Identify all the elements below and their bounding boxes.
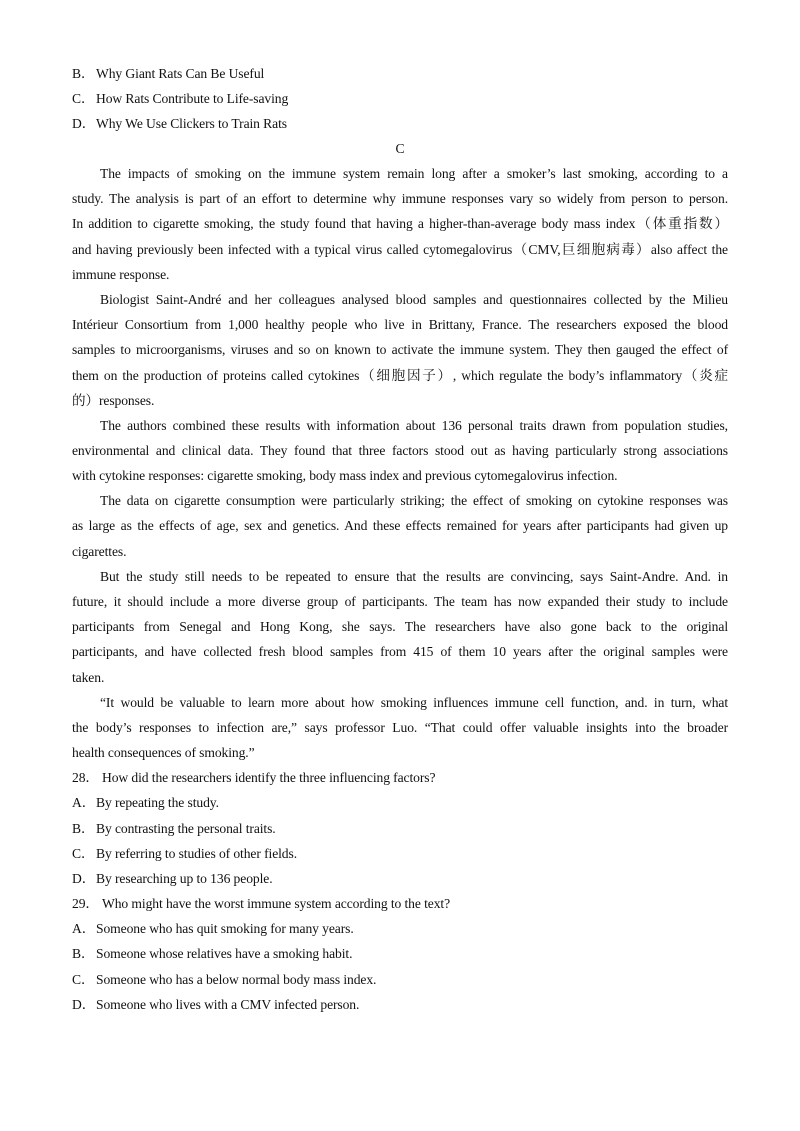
passage-line: Intérieur Consortium from 1,000 healthy people who live in Brittany, France. The researchers exposed the blood xyxy=(72,317,728,332)
question-29-option-a[interactable]: A．Someone who has quit smoking for many years. xyxy=(72,921,354,936)
prev-option-c: C． How Rats Contribute to Life-saving xyxy=(72,91,289,106)
passage-line: In addition to cigarette smoking, the study found that having a higher-than-average body mass index（体重指数） xyxy=(72,216,728,231)
passage-line: cigarettes. xyxy=(72,544,127,559)
prev-option-d: D．Why We Use Clickers to Train Rats xyxy=(72,116,287,131)
passage-line: health consequences of smoking.” xyxy=(72,745,255,760)
passage-line: them on the production of proteins called cytokines（细胞因子）, which regulate the body’s inflammatory（炎症 xyxy=(72,368,728,383)
question-28-stem: 28． How did the researchers identify the three influencing factors? xyxy=(72,770,436,785)
passage-line: The impacts of smoking on the immune system remain long after a smoker’s last smoking, according to a xyxy=(100,166,728,181)
passage-line: participants, and have collected fresh blood samples from 415 of them 10 years after the original samples were xyxy=(72,644,728,659)
passage-line: the body’s responses to infection are,” says professor Luo. “That could offer valuable insights into the broader xyxy=(72,720,728,735)
passage-line: But the study still needs to be repeated to ensure that the results are convincing, says Saint-Andre. And. in xyxy=(100,569,728,584)
section-heading: C xyxy=(395,141,405,156)
passage-line: Biologist Saint-André and her colleagues analysed blood samples and questionnaires collected by the Milieu xyxy=(100,292,728,307)
passage-line: 的）responses. xyxy=(72,393,155,408)
prev-option-b: B． Why Giant Rats Can Be Useful xyxy=(72,66,265,81)
passage-line: taken. xyxy=(72,670,105,685)
question-28-option-c[interactable]: C． By referring to studies of other fields. xyxy=(72,846,297,861)
passage-line: participants from Senegal and Hong Kong, she says. The researchers have also gone back to the original xyxy=(72,619,728,634)
passage-line: as large as the effects of age, sex and genetics. And these effects remained for years after participants had given up xyxy=(72,518,728,533)
passage-line: with cytokine responses: cigarette smoking, body mass index and previous cytomegalovirus infection. xyxy=(72,468,618,483)
question-28-option-a[interactable]: A．By repeating the study. xyxy=(72,795,219,810)
passage-line: The data on cigarette consumption were particularly striking; the effect of smoking on cytokine responses was xyxy=(100,493,728,508)
question-28-option-b[interactable]: B． By contrasting the personal traits. xyxy=(72,821,276,836)
passage-line: immune response. xyxy=(72,267,170,282)
passage-line: samples to microorganisms, viruses and so on known to activate the immune system. They then gauged the effect of xyxy=(72,342,728,357)
passage-line: study. The analysis is part of an effort to determine why immune responses vary so widely from person to person. xyxy=(72,191,728,206)
question-29-option-d[interactable]: D．Someone who lives with a CMV infected person. xyxy=(72,997,360,1012)
passage-line: environmental and clinical data. They found that three factors stood out as having particularly strong associations xyxy=(72,443,728,458)
question-28-option-d[interactable]: D．By researching up to 136 people. xyxy=(72,871,273,886)
question-29-option-b[interactable]: B． Someone whose relatives have a smoking habit. xyxy=(72,946,353,961)
passage-line: “It would be valuable to learn more about how smoking influences immune cell function, and. in turn, what xyxy=(100,695,728,710)
passage-line: and having previously been infected with a typical virus called cytomegalovirus（CMV,巨细胞病毒）also affect the xyxy=(72,242,728,257)
passage-line: The authors combined these results with information about 136 personal traits drawn from population studies, xyxy=(100,418,728,433)
question-29-stem: 29． Who might have the worst immune system according to the text? xyxy=(72,896,451,911)
question-29-option-c[interactable]: C． Someone who has a below normal body mass index. xyxy=(72,972,377,987)
passage-line: future, it should include a more diverse group of participants. The team has now expanded their study to include xyxy=(72,594,728,609)
